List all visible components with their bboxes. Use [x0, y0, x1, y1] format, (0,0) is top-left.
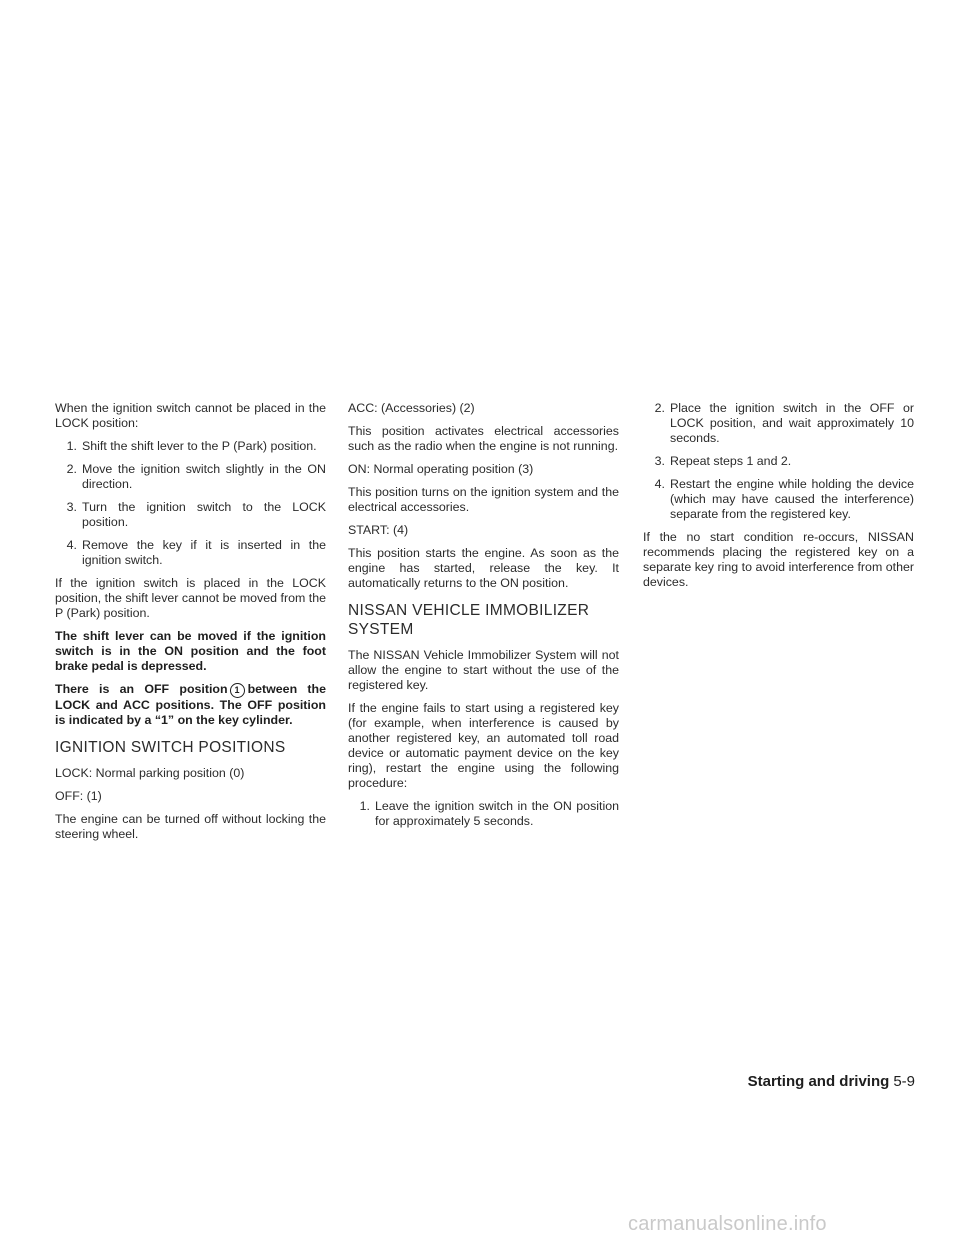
acc-description: This position activates electrical accessories such as the radio when the engine is not running. — [348, 424, 619, 453]
off-position-note: There is an OFF position 1 between the LOCK and ACC positions. The OFF position is indicated by a “1” on the key cylinder. — [55, 682, 326, 727]
shift-lever-note: The shift lever can be moved if the ignition switch is in the ON position and the foot brake pedal is depressed. — [55, 629, 326, 673]
list-item: 2. Move the ignition switch slightly in the ON direction. — [66, 462, 326, 491]
section-title: Starting and driving — [747, 1073, 890, 1090]
list-item: 1. Leave the ignition switch in the ON position for approximately 5 seconds. — [359, 799, 619, 828]
on-description: This position turns on the ignition system and the electrical accessories. — [348, 485, 619, 514]
column-right — [643, 401, 914, 598]
start-position: START: (4) — [348, 523, 409, 537]
on-position: ON: Normal operating position (3) — [348, 462, 534, 476]
callout-1-icon: 1 — [230, 683, 245, 698]
section-heading-ignition: IGNITION SWITCH POSITIONS — [55, 739, 286, 756]
start-description: This position starts the engine. As soon as the engine has started, release the key. It automatically returns to the ON position. — [348, 546, 619, 590]
list-item: 3. Repeat steps 1 and 2. — [654, 454, 792, 468]
immobilizer-paragraph: The NISSAN Vehicle Immobilizer System will not allow the engine to start without the use of the registered key. — [348, 648, 619, 692]
fail-paragraph: If the engine fails to start using a registered key (for example, when interference is caused by another registered key, an automated toll road device or automatic payment device on the key ring), restart the engine using the following procedure: — [348, 701, 619, 790]
page-footer — [748, 1073, 915, 1091]
final-paragraph: If the no start condition re-occurs, NISSAN recommends placing the registered key on a separate key ring to avoid interference from other devices. — [643, 530, 914, 589]
restart-procedure-list — [348, 799, 619, 829]
column-middle — [348, 401, 619, 837]
list-item: 1. Shift the shift lever to the P (Park) position. — [66, 439, 317, 453]
column-left — [55, 401, 326, 850]
page-number: 5-9 — [893, 1073, 915, 1090]
section-heading-immobilizer: NISSAN VEHICLE IMMOBILIZER SYSTEM — [348, 602, 590, 638]
watermark: carmanualsonline.info — [628, 1213, 827, 1235]
acc-position: ACC: (Accessories) (2) — [348, 401, 475, 415]
lock-paragraph: If the ignition switch is placed in the LOCK position, the shift lever cannot be moved from the P (Park) position. — [55, 576, 326, 620]
intro-paragraph: When the ignition switch cannot be placed in the LOCK position: — [55, 401, 326, 430]
off-position: OFF: (1) — [55, 789, 102, 803]
list-item: 4. Remove the key if it is inserted in the ignition switch. — [66, 538, 326, 567]
list-item: 3. Turn the ignition switch to the LOCK position. — [66, 500, 326, 529]
restart-procedure-list-cont — [643, 401, 914, 522]
lock-position: LOCK: Normal parking position (0) — [55, 766, 245, 780]
list-item: 4. Restart the engine while holding the device (which may have caused the interference) separate from the registered key. — [654, 477, 914, 521]
off-description: The engine can be turned off without locking the steering wheel. — [55, 812, 326, 841]
lock-procedure-list — [55, 439, 326, 568]
list-item: 2. Place the ignition switch in the OFF or LOCK position, and wait approximately 10 seconds. — [654, 401, 914, 445]
